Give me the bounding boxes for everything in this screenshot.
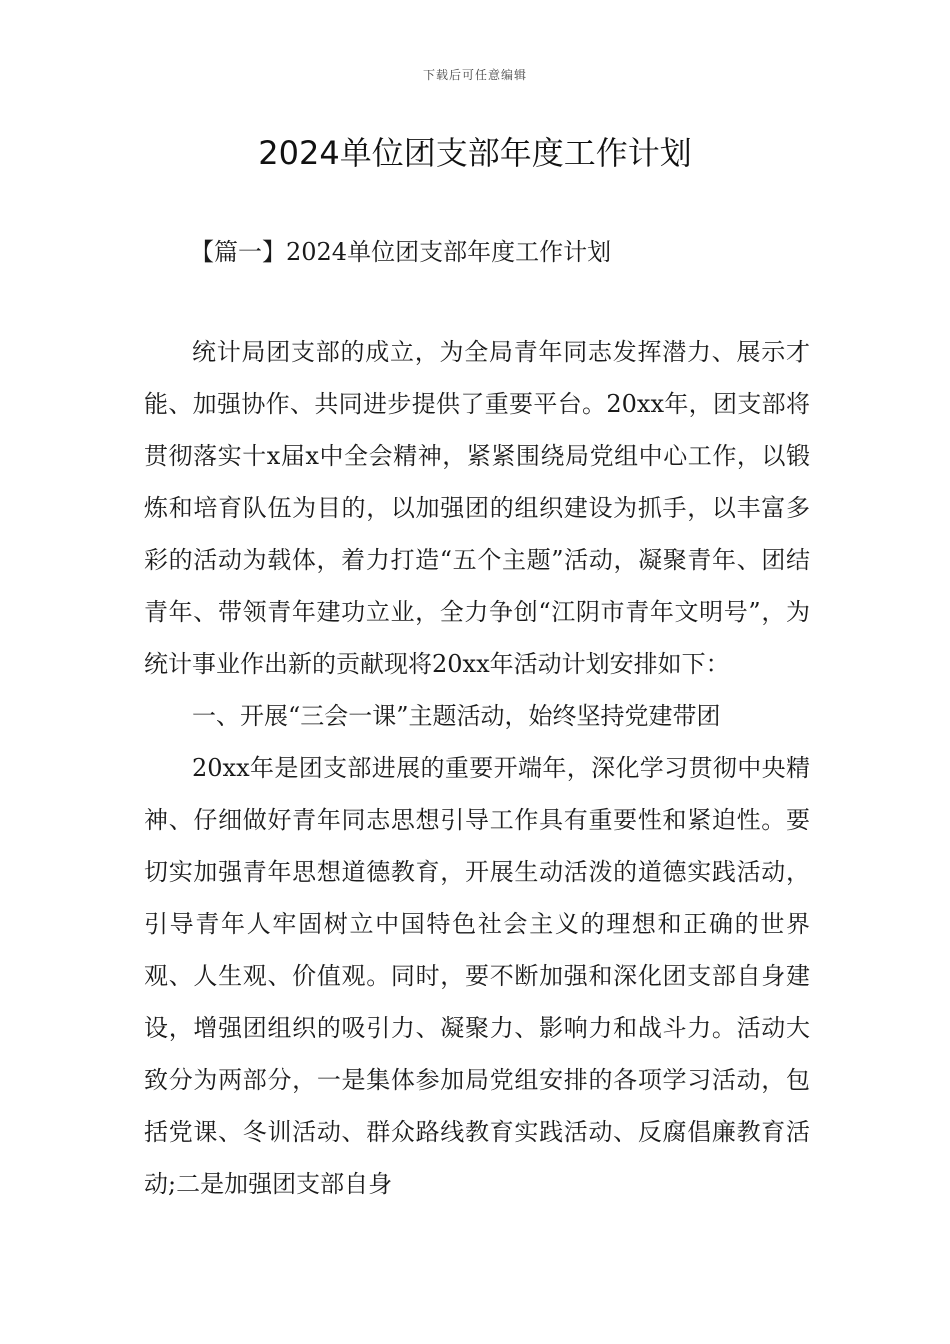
paragraph-detail: 20xx年是团支部进展的重要开端年，深化学习贯彻中央精神、仔细做好青年同志思想引导工作具有重要性和紧迫性。要切实加强青年思想道德教育，开展生动活泼的道德实践活动，引导青年人牢固树立中国特色社会主义的理想和正确的世界观、人生观、价值观。同时，要不断加强和深化团支部自身建设，增强团组织的吸引力、凝聚力、影响力和战斗力。活动大致分为两部分，一是集体参加局党组安排的各项学习活动，包括党课、冬训活动、群众路线教育实践活动、反腐倡廉教育活动;二是加强团支部自身: [144, 754, 810, 1198]
header-note: 下载后可任意编辑: [422, 68, 527, 82]
paragraph-intro: 统计局团支部的成立，为全局青年同志发挥潜力、展示才能、加强协作、共同进步提供了重要平台。20xx年，团支部将贯彻落实十x届x中全会精神，紧紧围绕局党组中心工作，以锻炼和培育队伍为目的，以加强团的组织建设为抓手，以丰富多彩的活动为载体，着力打造“五个主题”活动，凝聚青年、团结青年、带领青年建功立业，全力争创“江阴市青年文明号”，为统计事业作出新的贡献现将20xx年活动计划安排如下：: [144, 338, 810, 678]
document-body: [144, 326, 810, 1210]
paragraph-heading-one: 一、开展“三会一课”主题活动，始终坚持党建带团: [192, 702, 721, 730]
document-title: 2024单位团支部年度工作计划: [258, 134, 692, 172]
section-heading: 【篇一】2024单位团支部年度工作计划: [190, 238, 612, 266]
